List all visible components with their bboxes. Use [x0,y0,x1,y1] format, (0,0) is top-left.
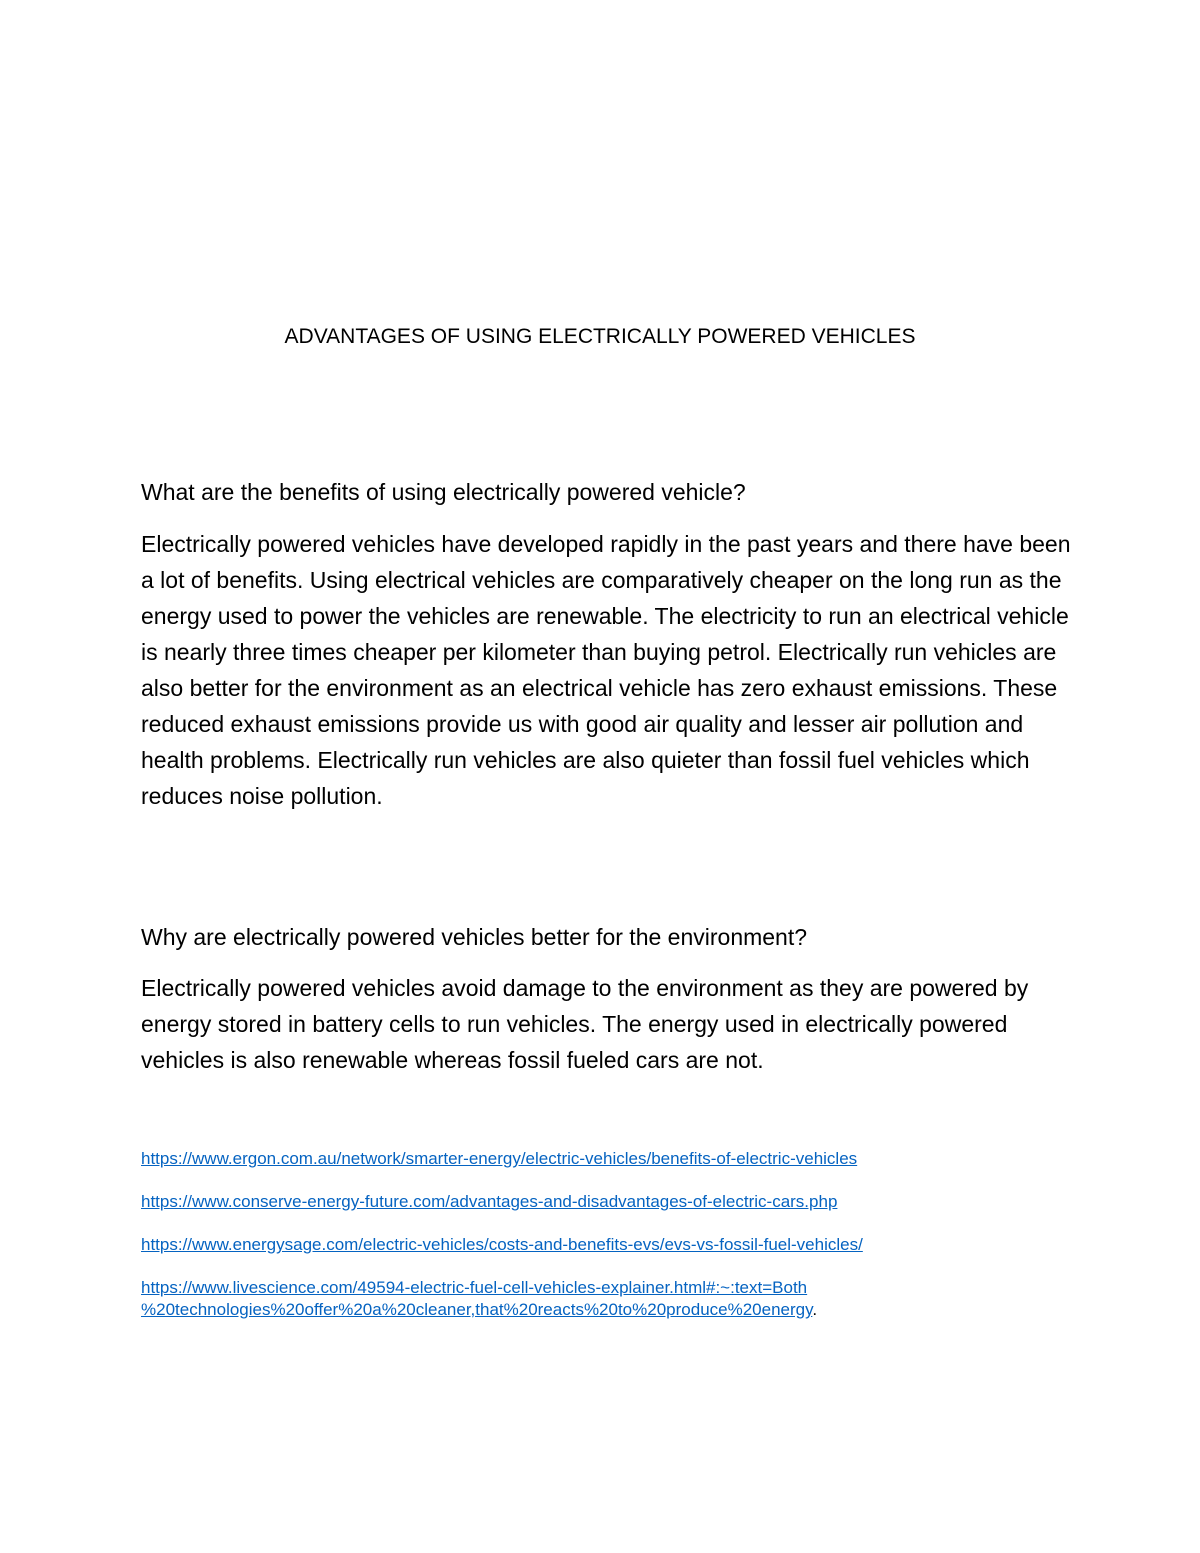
reference-item [141,1234,1081,1256]
reference-link-livescience-part1[interactable]: https://www.livescience.com/49594-electric-fuel-cell-vehicles-explainer.html#:~:text=Both [141,1278,808,1297]
reference-link-conserve-energy[interactable]: https://www.conserve-energy-future.com/advantages-and-disadvantages-of-electric-cars.php [141,1192,838,1211]
document-title: ADVANTAGES OF USING ELECTRICALLY POWERED VEHICLES [284,325,916,348]
question-benefits: What are the benefits of using electrically powered vehicle? [141,479,746,505]
reference-list [141,1148,1081,1342]
reference-trailing-period: . [812,1300,818,1319]
answer-benefits: Electrically powered vehicles have developed rapidly in the past years and there have been a lot of benefits. Using electrical vehicles are comparatively cheaper on the long run as the energy used to power the vehicles are renewable. The electricity to run an electrical vehicle is nearly three times cheaper per kilometer than buying petrol. Electrically run vehicles are also better for the environment as an electrical vehicle has zero exhaust emissions. These reduced exhaust emissions provide us with good air quality and lesser air pollution and health problems. Electrically run vehicles are also quieter than fossil fuel vehicles which reduces noise pollution. [141,531,1071,809]
reference-item [141,1277,1081,1321]
reference-item [141,1148,1081,1170]
reference-link-energysage[interactable]: https://www.energysage.com/electric-vehicles/costs-and-benefits-evs/evs-vs-fossil-fuel-vehicles/ [141,1235,863,1254]
reference-item [141,1191,1081,1213]
question-environment: Why are electrically powered vehicles better for the environment? [141,924,808,950]
answer-environment: Electrically powered vehicles avoid damage to the environment as they are powered by energy stored in battery cells to run vehicles. The energy used in electrically powered vehicles is also renewable whereas fossil fueled cars are not. [141,975,1029,1073]
reference-link-livescience-part2[interactable]: %20technologies%20offer%20a%20cleaner,that%20reacts%20to%20produce%20energy [141,1300,813,1319]
reference-link-ergon[interactable]: https://www.ergon.com.au/network/smarter-energy/electric-vehicles/benefits-of-electric-vehicles [141,1149,858,1168]
